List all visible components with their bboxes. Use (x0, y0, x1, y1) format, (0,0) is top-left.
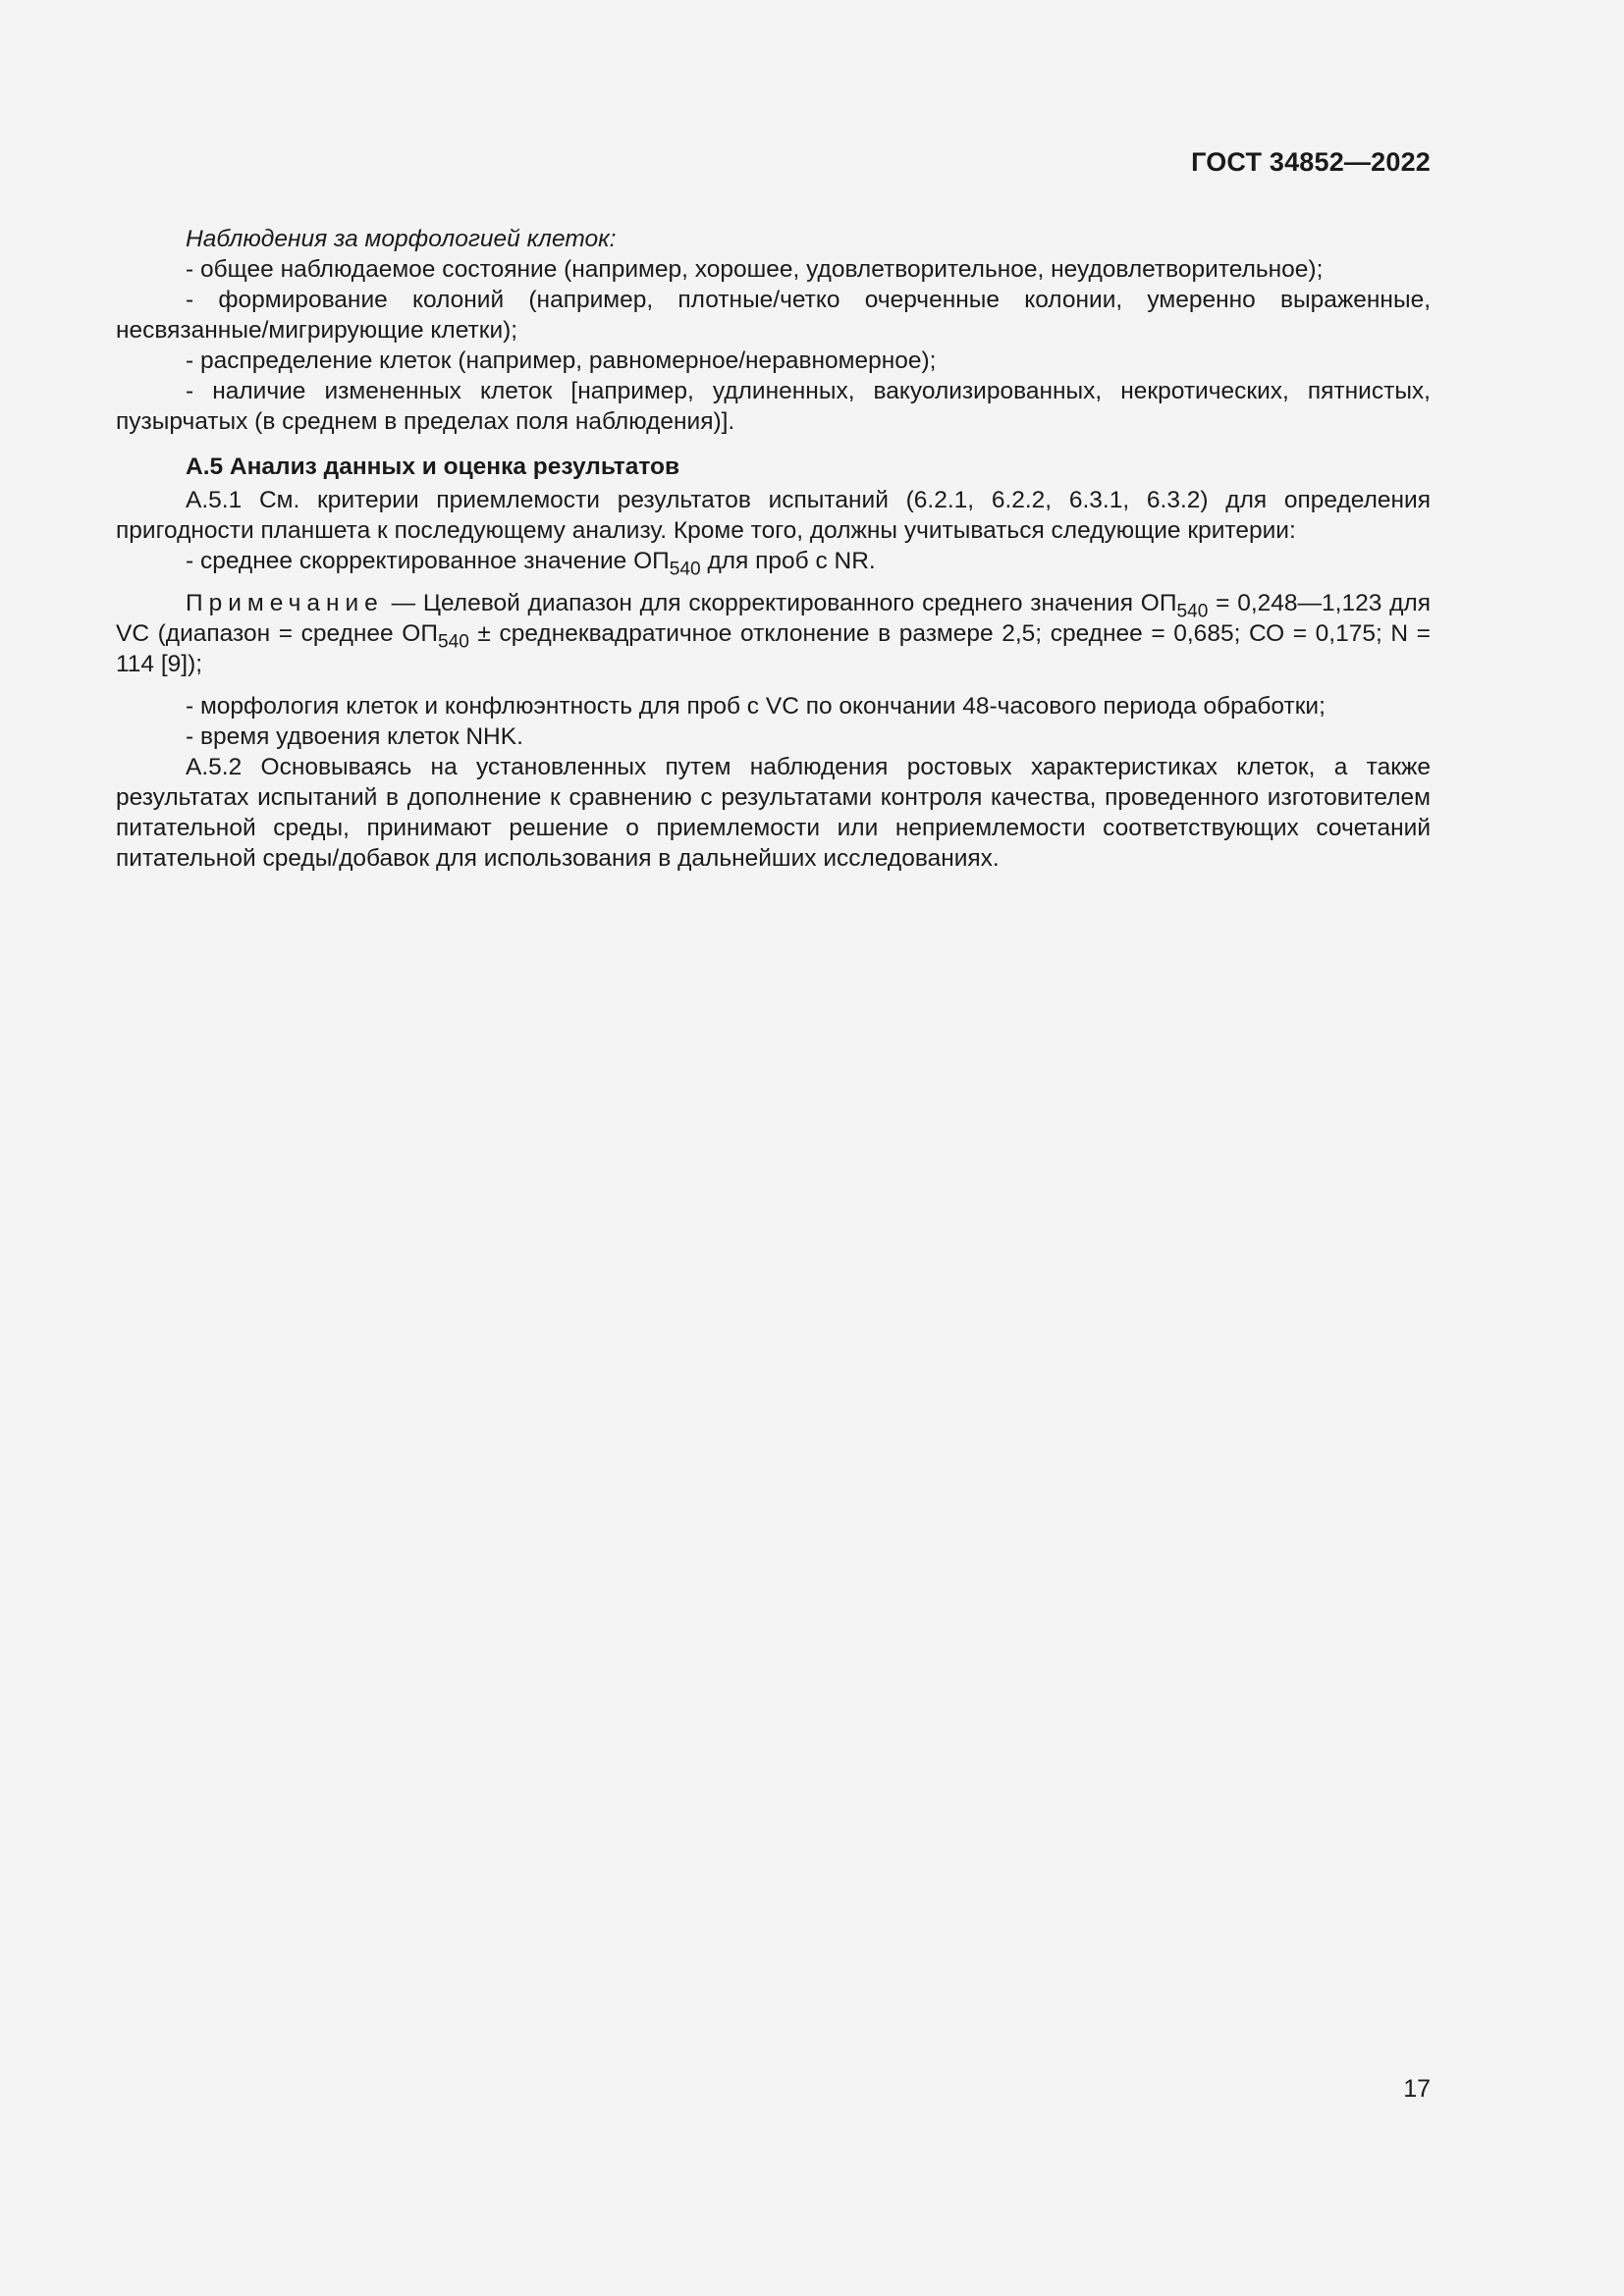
subscript: 540 (669, 559, 701, 580)
note-text: ± среднеквадратичное отклонение в размере 2,5; среднее = 0,685; СО = 0,175; N = 114 [9]); (116, 620, 1431, 677)
observation-title: Наблюдения за морфологией клеток: (186, 226, 617, 252)
observation-item: - формирование колоний (например, плотные/четко очерченные колонии, умеренно выраженные, несвязанные/мигрирующие клетки); (116, 287, 1431, 344)
note-paragraph (116, 588, 1431, 679)
criterion-item: - время удвоения клеток NHK. (186, 723, 523, 750)
section-heading: А.5 Анализ данных и оценка результатов (186, 454, 680, 480)
subscript: 540 (1176, 601, 1209, 622)
document-body (116, 224, 1431, 874)
observation-item: - распределение клеток (например, равномерное/неравномерное); (186, 347, 937, 374)
document-header: ГОСТ 34852—2022 (1191, 147, 1431, 177)
note-text: = 0,248—1,123 для VC (диапазон = среднее ОП (116, 590, 1431, 647)
page-number: 17 (1403, 2075, 1431, 2103)
observation-item: - общее наблюдаемое состояние (например, хорошее, удовлетворительное, неудовлетворительное); (186, 256, 1324, 283)
paragraph-a52: А.5.2 Основываясь на установленных путем наблюдения ростовых характеристиках клеток, а также результатах испытаний в дополнение к сравнению с результатами контроля качества, проведенного изготовителем питательной среды, принимают решение о приемлемости или неприемлемости соответствующих сочетаний питательной среды/добавок для использования в дальнейших исследованиях. (116, 754, 1431, 872)
criterion-text: для проб с NR. (700, 548, 876, 574)
paragraph-a51: А.5.1 См. критерии приемлемости результатов испытаний (6.2.1, 6.2.2, 6.3.1, 6.3.2) для определения пригодности планшета к последующему анализу. Кроме того, должны учитываться следующие критерии: (116, 487, 1431, 544)
observation-item: - наличие измененных клеток [например, удлиненных, вакуолизированных, некротических, пятнистых, пузырчатых (в среднем в пределах поля наблюдения)]. (116, 378, 1431, 435)
criterion-text: - среднее скорректированное значение ОП (186, 548, 670, 574)
criterion-item (116, 546, 1431, 580)
subscript: 540 (437, 631, 469, 653)
criterion-item: - морфология клеток и конфлюэнтность для проб с VC по окончании 48-часового периода обработки; (186, 693, 1326, 720)
note-text: — Целевой диапазон для скорректированного среднего значения ОП (383, 590, 1177, 616)
note-label: Примечание (186, 590, 384, 616)
